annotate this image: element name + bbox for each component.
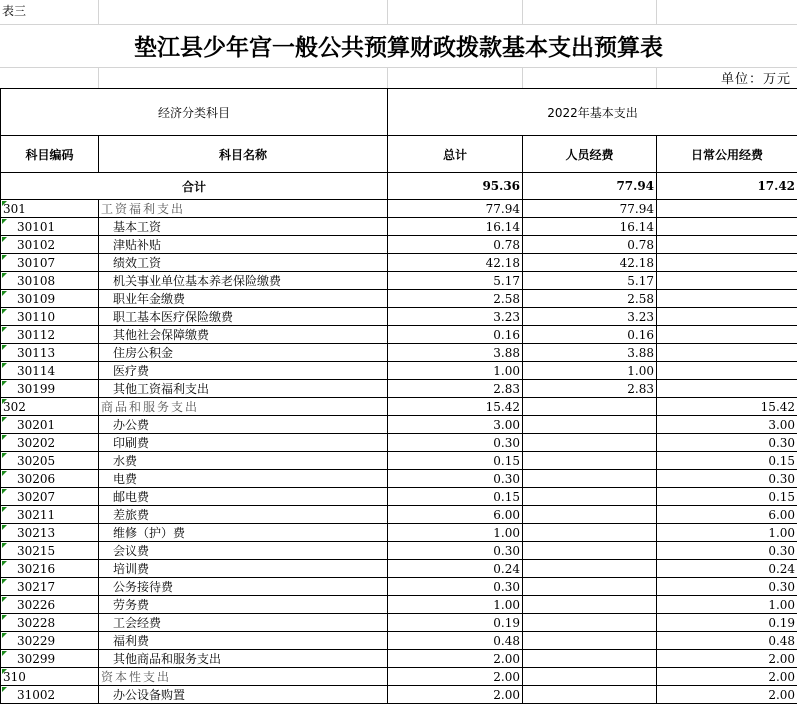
table-row — [1, 398, 797, 416]
row-public[interactable]: 2.00 — [657, 668, 797, 686]
cell-marker-icon — [2, 381, 7, 386]
cell-marker-icon — [2, 651, 7, 656]
row-code[interactable] — [1, 506, 99, 524]
table-row — [1, 362, 797, 380]
row-public[interactable]: 0.48 — [657, 632, 797, 650]
table-row — [1, 452, 797, 470]
row-code[interactable] — [1, 272, 99, 290]
row-public[interactable] — [657, 218, 797, 236]
row-personnel[interactable] — [523, 488, 657, 506]
cell-marker-icon — [2, 435, 7, 440]
row-total[interactable]: 0.48 — [388, 632, 523, 650]
header-name: 科目名称 — [99, 136, 388, 173]
row-name[interactable]: 办公费 — [99, 416, 388, 434]
row-name[interactable]: 机关事业单位基本养老保险缴费 — [99, 272, 388, 290]
row-code-text: 302 — [3, 400, 26, 414]
cell-marker-icon — [2, 363, 7, 368]
row-code-text: 30202 — [17, 436, 55, 450]
row-code-text: 30107 — [17, 256, 55, 270]
row-personnel[interactable] — [523, 614, 657, 632]
cell-marker-icon — [2, 255, 7, 260]
row-code[interactable] — [1, 542, 99, 560]
row-public[interactable]: 15.42 — [657, 398, 797, 416]
row-personnel[interactable]: 0.16 — [523, 326, 657, 344]
header-year-expense: 2022年基本支出 — [388, 89, 797, 136]
table-row — [1, 434, 797, 452]
row-code-text: 30112 — [17, 328, 55, 342]
table-row — [1, 650, 797, 668]
row-personnel[interactable] — [523, 434, 657, 452]
row-name[interactable]: 邮电费 — [99, 488, 388, 506]
table-row — [1, 506, 797, 524]
row-public[interactable] — [657, 308, 797, 326]
table-row — [1, 470, 797, 488]
row-code[interactable] — [1, 416, 99, 434]
row-personnel[interactable] — [523, 524, 657, 542]
row-public[interactable]: 3.00 — [657, 416, 797, 434]
row-code[interactable] — [1, 632, 99, 650]
row-public[interactable]: 1.00 — [657, 524, 797, 542]
total-personnel: 77.94 — [523, 173, 657, 200]
row-code-text: 31002 — [17, 688, 55, 702]
row-public[interactable]: 2.00 — [657, 686, 797, 704]
row-personnel[interactable] — [523, 470, 657, 488]
row-name[interactable]: 基本工资 — [99, 218, 388, 236]
table-row — [1, 560, 797, 578]
row-public[interactable] — [657, 362, 797, 380]
table-row — [1, 290, 797, 308]
row-total[interactable]: 3.88 — [388, 344, 523, 362]
row-personnel[interactable]: 3.88 — [523, 344, 657, 362]
row-code[interactable] — [1, 290, 99, 308]
row-total[interactable]: 1.00 — [388, 362, 523, 380]
cell-marker-icon — [2, 309, 7, 314]
row-code[interactable] — [1, 668, 99, 686]
row-name[interactable]: 办公设备购置 — [99, 686, 388, 704]
row-public[interactable] — [657, 254, 797, 272]
unit-label: 单位：万元 — [721, 68, 791, 87]
row-code[interactable] — [1, 326, 99, 344]
row-code-text: 30207 — [17, 490, 55, 504]
row-total[interactable]: 42.18 — [388, 254, 523, 272]
row-name[interactable]: 绩效工资 — [99, 254, 388, 272]
row-code-text: 30213 — [17, 526, 55, 540]
row-name[interactable]: 印刷费 — [99, 434, 388, 452]
cell-marker-icon — [2, 345, 7, 350]
header-code: 科目编码 — [1, 136, 99, 173]
row-total[interactable]: 0.30 — [388, 434, 523, 452]
row-code-text: 30110 — [17, 310, 55, 324]
row-total[interactable]: 0.30 — [388, 470, 523, 488]
row-code-text: 30101 — [17, 220, 55, 234]
row-code[interactable] — [1, 686, 99, 704]
cell-marker-icon — [2, 201, 7, 206]
table-row — [1, 272, 797, 290]
cell-marker-icon — [2, 633, 7, 638]
row-public[interactable] — [657, 200, 797, 218]
row-code[interactable] — [1, 236, 99, 254]
cell-marker-icon — [2, 471, 7, 476]
row-personnel[interactable] — [523, 542, 657, 560]
row-name[interactable]: 电费 — [99, 470, 388, 488]
table-row — [1, 542, 797, 560]
row-name[interactable]: 水费 — [99, 452, 388, 470]
row-public[interactable] — [657, 236, 797, 254]
total-total: 95.36 — [388, 173, 523, 200]
total-label: 合计 — [1, 173, 388, 200]
cell-marker-icon — [2, 273, 7, 278]
row-personnel[interactable] — [523, 578, 657, 596]
row-name[interactable]: 其他社会保障缴费 — [99, 326, 388, 344]
row-total[interactable]: 0.19 — [388, 614, 523, 632]
row-name[interactable]: 差旅费 — [99, 506, 388, 524]
row-name[interactable]: 医疗费 — [99, 362, 388, 380]
row-code[interactable] — [1, 308, 99, 326]
row-total[interactable]: 1.00 — [388, 596, 523, 614]
row-name[interactable]: 资本性支出 — [99, 668, 388, 686]
row-code[interactable] — [1, 596, 99, 614]
total-public: 17.42 — [657, 173, 797, 200]
cell-marker-icon — [2, 291, 7, 296]
row-code-text: 30216 — [17, 562, 55, 576]
table-row — [1, 668, 797, 686]
header-total: 总计 — [388, 136, 523, 173]
row-public[interactable]: 1.00 — [657, 596, 797, 614]
cell-marker-icon — [2, 453, 7, 458]
row-public[interactable] — [657, 290, 797, 308]
total-row — [1, 173, 797, 200]
row-personnel[interactable]: 42.18 — [523, 254, 657, 272]
row-total[interactable]: 0.15 — [388, 452, 523, 470]
row-code[interactable] — [1, 560, 99, 578]
row-name[interactable]: 津贴补贴 — [99, 236, 388, 254]
row-code[interactable] — [1, 452, 99, 470]
row-public[interactable]: 0.30 — [657, 542, 797, 560]
row-code-text: 30226 — [17, 598, 55, 612]
cell-marker-icon — [2, 219, 7, 224]
row-total[interactable]: 0.24 — [388, 560, 523, 578]
row-personnel[interactable]: 2.83 — [523, 380, 657, 398]
row-public[interactable] — [657, 272, 797, 290]
cell-marker-icon — [2, 597, 7, 602]
row-personnel[interactable]: 77.94 — [523, 200, 657, 218]
cell-marker-icon — [2, 237, 7, 242]
row-name[interactable]: 商品和服务支出 — [99, 398, 388, 416]
row-public[interactable]: 0.19 — [657, 614, 797, 632]
table-row — [1, 416, 797, 434]
row-personnel[interactable] — [523, 452, 657, 470]
row-name[interactable]: 其他商品和服务支出 — [99, 650, 388, 668]
row-personnel[interactable]: 2.58 — [523, 290, 657, 308]
header-row-2 — [1, 136, 797, 173]
table-row — [1, 614, 797, 632]
row-total[interactable]: 3.23 — [388, 308, 523, 326]
row-personnel[interactable] — [523, 398, 657, 416]
table-row — [1, 524, 797, 542]
row-total[interactable]: 0.15 — [388, 488, 523, 506]
row-name[interactable]: 工会经费 — [99, 614, 388, 632]
row-code[interactable] — [1, 362, 99, 380]
row-code-text: 30228 — [17, 616, 55, 630]
row-code-text: 30229 — [17, 634, 55, 648]
header-public: 日常公用经费 — [657, 136, 797, 173]
row-personnel[interactable]: 3.23 — [523, 308, 657, 326]
row-public[interactable]: 0.30 — [657, 434, 797, 452]
row-code-text: 30109 — [17, 292, 55, 306]
page-title: 垫江县少年宫一般公共预算财政拨款基本支出预算表 — [0, 27, 797, 69]
row-name[interactable]: 职工基本医疗保险缴费 — [99, 308, 388, 326]
row-code-text: 30114 — [17, 364, 55, 378]
row-total[interactable]: 0.30 — [388, 578, 523, 596]
row-total[interactable]: 2.00 — [388, 668, 523, 686]
row-code-text: 30205 — [17, 454, 55, 468]
row-personnel[interactable] — [523, 596, 657, 614]
sheet-label: 表三 — [2, 2, 26, 19]
cell-marker-icon — [2, 615, 7, 620]
cell-marker-icon — [2, 525, 7, 530]
row-code[interactable] — [1, 578, 99, 596]
row-code[interactable] — [1, 344, 99, 362]
row-name[interactable]: 工资福利支出 — [99, 200, 388, 218]
table-row — [1, 380, 797, 398]
row-personnel[interactable] — [523, 560, 657, 578]
row-total[interactable]: 2.58 — [388, 290, 523, 308]
row-total[interactable]: 1.00 — [388, 524, 523, 542]
header-row-1 — [1, 89, 797, 136]
row-total[interactable]: 0.78 — [388, 236, 523, 254]
row-code-text: 30199 — [17, 382, 55, 396]
row-code[interactable] — [1, 650, 99, 668]
row-personnel[interactable]: 0.78 — [523, 236, 657, 254]
row-personnel[interactable]: 1.00 — [523, 362, 657, 380]
table-row — [1, 488, 797, 506]
table-row — [1, 308, 797, 326]
row-public[interactable]: 0.30 — [657, 470, 797, 488]
row-code-text: 301 — [3, 202, 26, 216]
row-code[interactable] — [1, 380, 99, 398]
row-total[interactable]: 16.14 — [388, 218, 523, 236]
row-code[interactable] — [1, 398, 99, 416]
row-total[interactable]: 3.00 — [388, 416, 523, 434]
row-name[interactable]: 职业年金缴费 — [99, 290, 388, 308]
row-code-text: 310 — [3, 670, 26, 684]
row-public[interactable]: 0.24 — [657, 560, 797, 578]
row-code-text: 30215 — [17, 544, 55, 558]
row-name[interactable]: 会议费 — [99, 542, 388, 560]
row-public[interactable]: 0.15 — [657, 452, 797, 470]
row-public[interactable] — [657, 326, 797, 344]
row-total[interactable]: 5.17 — [388, 272, 523, 290]
row-personnel[interactable] — [523, 668, 657, 686]
row-code-text: 30201 — [17, 418, 55, 432]
row-total[interactable]: 2.00 — [388, 686, 523, 704]
row-code[interactable] — [1, 200, 99, 218]
header-personnel: 人员经费 — [523, 136, 657, 173]
row-code[interactable] — [1, 218, 99, 236]
table-row — [1, 632, 797, 650]
table-row — [1, 200, 797, 218]
row-total[interactable]: 0.30 — [388, 542, 523, 560]
cell-marker-icon — [2, 489, 7, 494]
cell-marker-icon — [2, 687, 7, 692]
row-public[interactable]: 2.00 — [657, 650, 797, 668]
cell-marker-icon — [2, 579, 7, 584]
table-row — [1, 344, 797, 362]
row-personnel[interactable]: 16.14 — [523, 218, 657, 236]
row-code-text: 30108 — [17, 274, 55, 288]
row-name[interactable]: 其他工资福利支出 — [99, 380, 388, 398]
table-row — [1, 326, 797, 344]
row-code[interactable] — [1, 488, 99, 506]
row-code-text: 30211 — [17, 508, 55, 522]
row-code[interactable] — [1, 254, 99, 272]
row-personnel[interactable] — [523, 506, 657, 524]
row-personnel[interactable] — [523, 686, 657, 704]
row-personnel[interactable] — [523, 650, 657, 668]
table-row — [1, 254, 797, 272]
row-code-text: 30299 — [17, 652, 55, 666]
row-personnel[interactable] — [523, 632, 657, 650]
row-total[interactable]: 0.16 — [388, 326, 523, 344]
row-public[interactable]: 0.30 — [657, 578, 797, 596]
row-name[interactable]: 福利费 — [99, 632, 388, 650]
row-code-text: 30102 — [17, 238, 55, 252]
row-name[interactable]: 劳务费 — [99, 596, 388, 614]
row-public[interactable] — [657, 344, 797, 362]
row-code-text: 30113 — [17, 346, 55, 360]
row-name[interactable]: 住房公积金 — [99, 344, 388, 362]
row-total[interactable]: 77.94 — [388, 200, 523, 218]
cell-marker-icon — [2, 543, 7, 548]
row-total[interactable]: 2.83 — [388, 380, 523, 398]
cell-marker-icon — [2, 561, 7, 566]
cell-marker-icon — [2, 417, 7, 422]
row-name[interactable]: 维修（护）费 — [99, 524, 388, 542]
row-code[interactable] — [1, 434, 99, 452]
row-total[interactable]: 15.42 — [388, 398, 523, 416]
table-row — [1, 578, 797, 596]
row-code-text: 30206 — [17, 472, 55, 486]
row-name[interactable]: 公务接待费 — [99, 578, 388, 596]
row-total[interactable]: 2.00 — [388, 650, 523, 668]
row-public[interactable]: 6.00 — [657, 506, 797, 524]
table-row — [1, 596, 797, 614]
row-code-text: 30217 — [17, 580, 55, 594]
budget-table — [0, 88, 797, 704]
header-econ-class: 经济分类科目 — [1, 89, 388, 136]
table-row — [1, 236, 797, 254]
table-row — [1, 218, 797, 236]
cell-marker-icon — [2, 669, 7, 674]
row-code[interactable] — [1, 524, 99, 542]
cell-marker-icon — [2, 399, 7, 404]
row-public[interactable]: 0.15 — [657, 488, 797, 506]
row-public[interactable] — [657, 380, 797, 398]
row-personnel[interactable] — [523, 416, 657, 434]
cell-marker-icon — [2, 327, 7, 332]
row-personnel[interactable]: 5.17 — [523, 272, 657, 290]
row-code[interactable] — [1, 470, 99, 488]
row-total[interactable]: 6.00 — [388, 506, 523, 524]
row-name[interactable]: 培训费 — [99, 560, 388, 578]
row-code[interactable] — [1, 614, 99, 632]
cell-marker-icon — [2, 507, 7, 512]
table-row — [1, 686, 797, 704]
